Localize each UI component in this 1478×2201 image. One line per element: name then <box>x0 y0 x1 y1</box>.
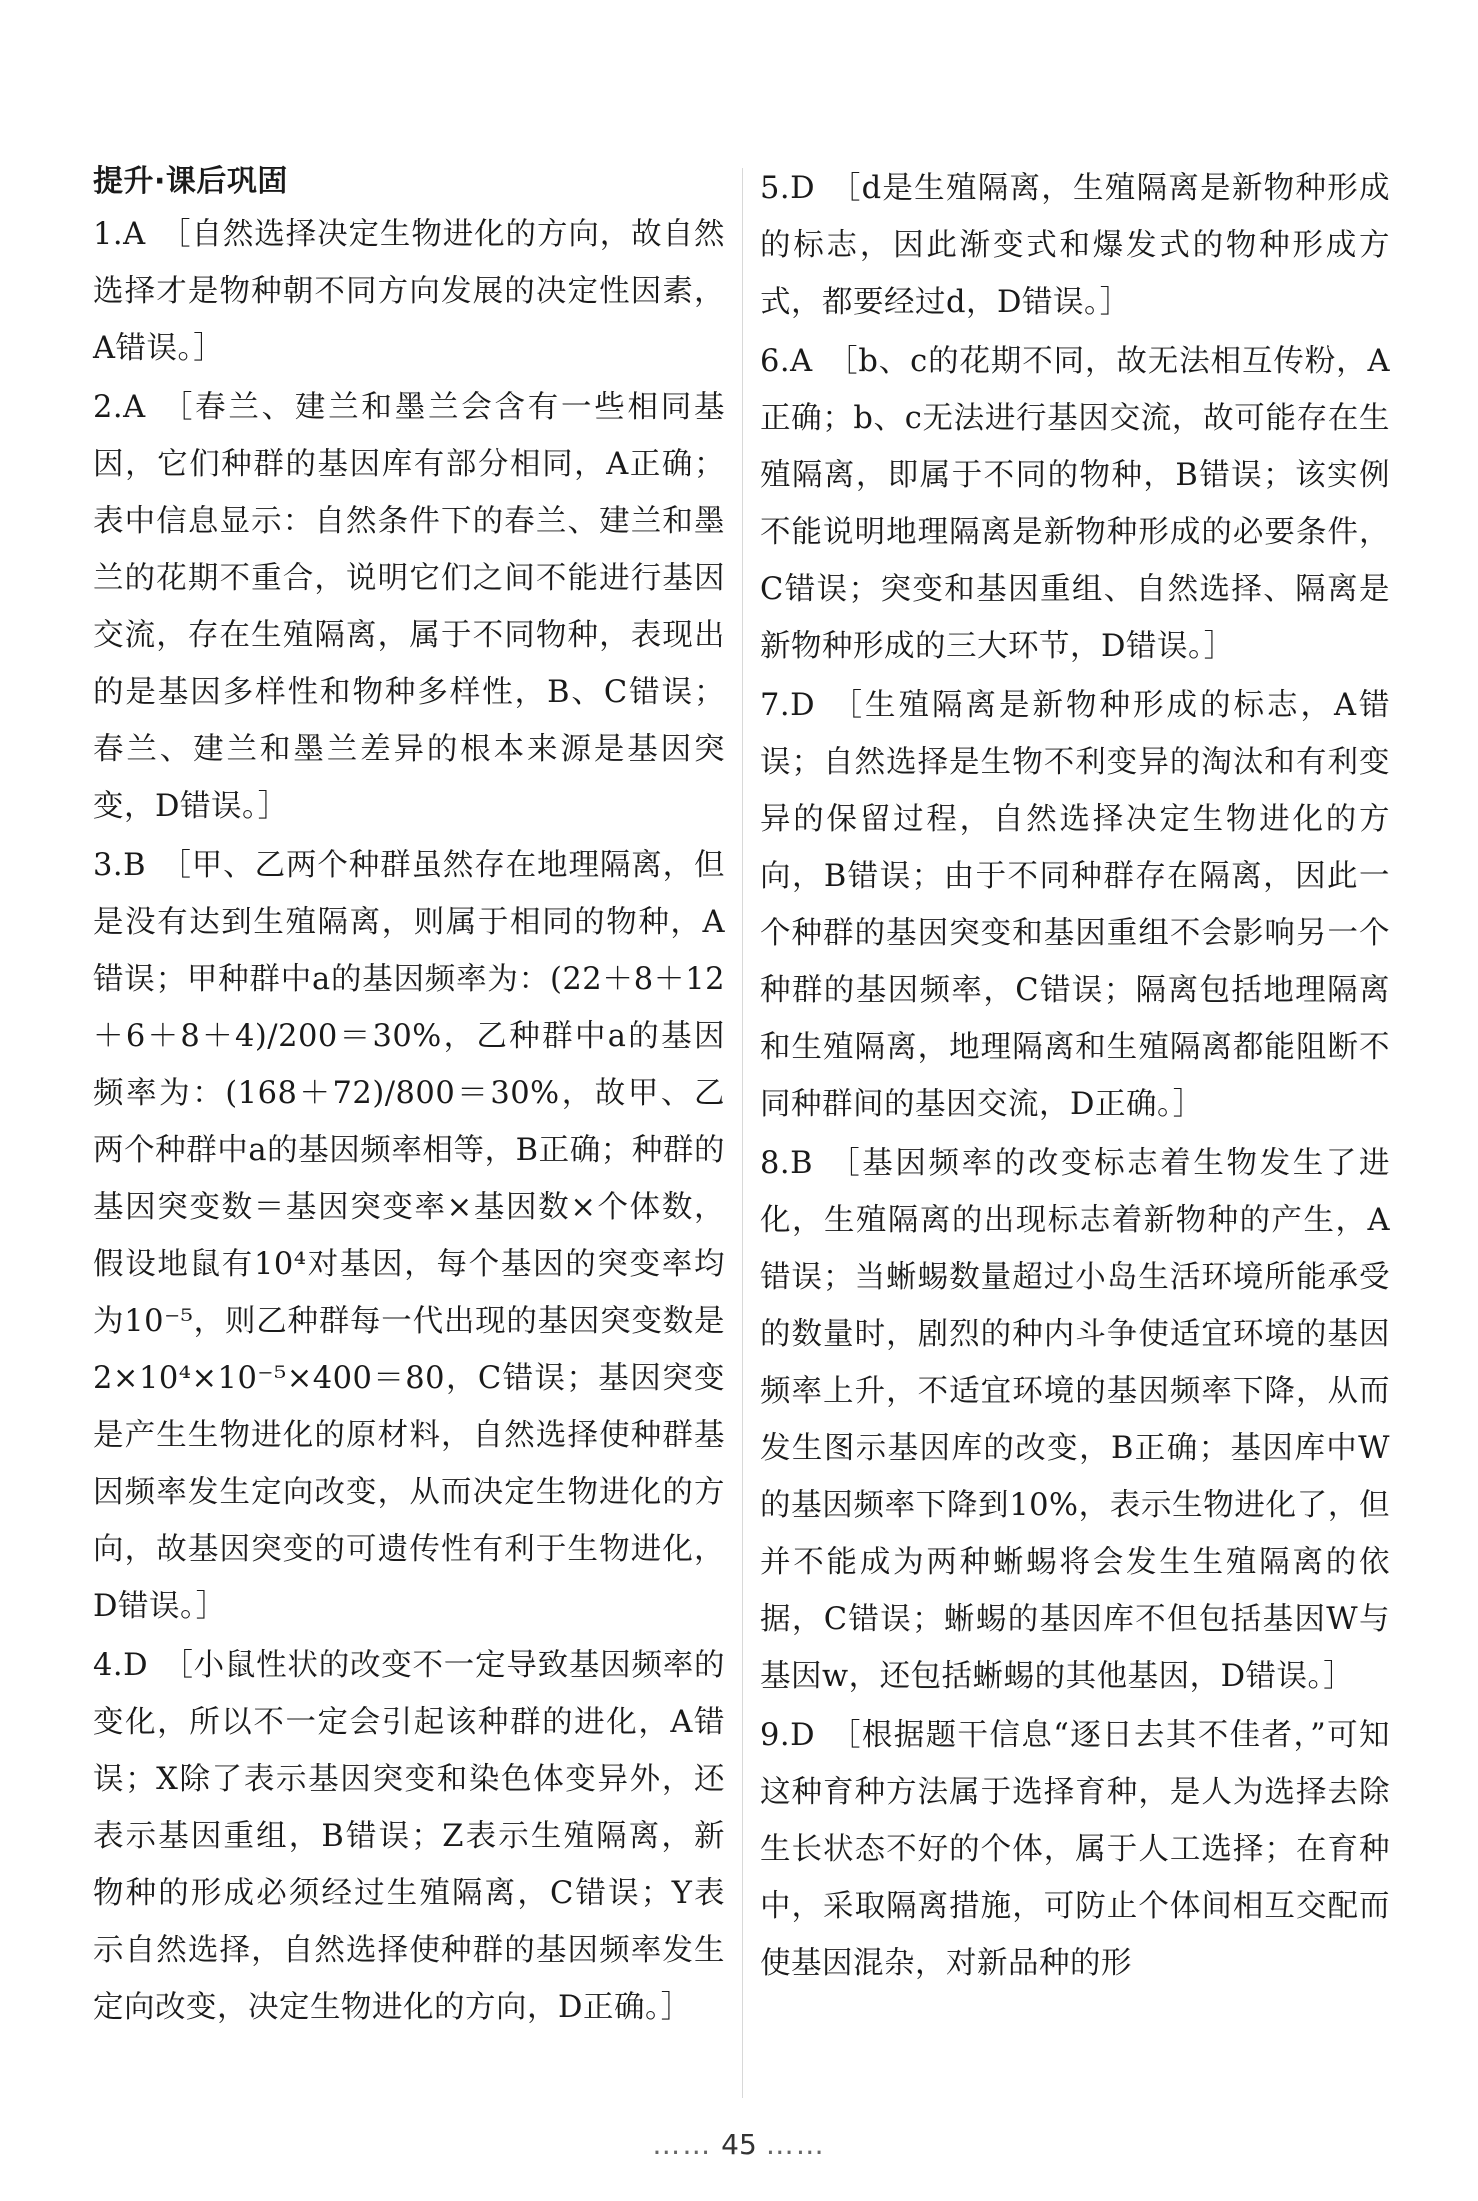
answer-text: ［基因频率的改变标志着生物发生了进化，生殖隔离的出现标志着新物种的产生，A错误；当蜥蜴数量超过小岛生活环境所能承受的数量时，剧烈的种内斗争使适宜环境的基因频率上升，不适宜环境的基因频率下降，从而发生图示基因库的改变，B正确；基因库中W的基因频率下降到10%，表示生物进化了，但并不能成为两种蜥蜴将会发生生殖隔离的依据，C错误；蜥蜴的基因库不但包括基因W与基因w，还包括蜥蜴的其他基因，D错误。］ <box>760 1146 1390 1694</box>
left-answer-list <box>93 206 725 2036</box>
answer-number: 1.A <box>93 217 146 252</box>
footer-dots-right: …… <box>765 2128 826 2161</box>
right-column <box>760 160 1390 1994</box>
footer-dots-left: …… <box>652 2128 713 2161</box>
left-column <box>93 160 725 2038</box>
answer-number: 8.B <box>760 1146 814 1181</box>
answer-item <box>93 379 725 835</box>
answer-number: 2.A <box>93 390 146 425</box>
answer-text: ［自然选择决定生物进化的方向，故自然选择才是物种朝不同方向发展的决定性因素，A错误。］ <box>93 217 725 366</box>
column-divider <box>742 168 743 2098</box>
answer-text: ［根据题干信息“逐日去其不佳者，”可知这种育种方法属于选择育种，是人为选择去除生长状态不好的个体，属于人工选择；在育种中，采取隔离措施，可防止个体间相互交配而使基因混杂，对新品种的形 <box>760 1718 1390 1981</box>
answer-number: 3.B <box>93 848 147 883</box>
answer-number: 6.A <box>760 344 813 379</box>
answer-item <box>93 837 725 1635</box>
answer-text: ［生殖隔离是新物种形成的标志，A错误；自然选择是生物不利变异的淘汰和有利变异的保留过程，自然选择决定生物进化的方向，B错误；由于不同种群存在隔离，因此一个种群的基因突变和基因重组不会影响另一个种群的基因频率，C错误；隔离包括地理隔离和生殖隔离，地理隔离和生殖隔离都能阻断不同种群间的基因交流，D正确。］ <box>760 688 1390 1122</box>
answer-number: 4.D <box>93 1648 149 1683</box>
answer-item <box>93 1637 725 2036</box>
answer-text: ［小鼠性状的改变不一定导致基因频率的变化，所以不一定会引起该种群的进化，A错误；X除了表示基因突变和染色体变异外，还表示基因重组，B错误；Z表示生殖隔离，新物种的形成必须经过生殖隔离，C错误；Y表示自然选择，自然选择使种群的基因频率发生定向改变，决定生物进化的方向，D正确。］ <box>93 1648 725 2025</box>
page-number: 45 <box>721 2128 757 2161</box>
answer-text: ［d是生殖隔离，生殖隔离是新物种形成的标志，因此渐变式和爆发式的物种形成方式，都要经过d，D错误。］ <box>760 171 1390 320</box>
answer-item <box>760 1135 1390 1705</box>
answer-item <box>760 677 1390 1133</box>
answer-number: 9.D <box>760 1718 816 1753</box>
answer-item <box>760 1707 1390 1992</box>
answer-text: ［甲、乙两个种群虽然存在地理隔离，但是没有达到生殖隔离，则属于相同的物种，A错误；甲种群中a的基因频率为：(22＋8＋12＋6＋8＋4)/200＝30%，乙种群中a的基因频率为：(168＋72)/800＝30%，故甲、乙两个种群中a的基因频率相等，B正确；种群的基因突变数＝基因突变率×基因数×个体数，假设地鼠有10⁴对基因，每个基因的突变率均为10⁻⁵，则乙种群每一代出现的基因突变数是2×10⁴×10⁻⁵×400＝80，C错误；基因突变是产生生物进化的原材料，自然选择使种群基因频率发生定向改变，从而决定生物进化的方向，故基因突变的可遗传性有利于生物进化，D错误。］ <box>93 848 725 1624</box>
answer-item <box>760 160 1390 331</box>
answer-text: ［春兰、建兰和墨兰会含有一些相同基因，它们种群的基因库有部分相同，A正确；表中信息显示：自然条件下的春兰、建兰和墨兰的花期不重合，说明它们之间不能进行基因交流，存在生殖隔离，属于不同物种，表现出的是基因多样性和物种多样性，B、C错误；春兰、建兰和墨兰差异的根本来源是基因突变，D错误。］ <box>93 390 725 824</box>
answer-text: ［b、c的花期不同，故无法相互传粉，A正确；b、c无法进行基因交流，故可能存在生殖隔离，即属于不同的物种，B错误；该实例不能说明地理隔离是新物种形成的必要条件，C错误；突变和基因重组、自然选择、隔离是新物种形成的三大环节，D错误。］ <box>760 344 1390 664</box>
answer-item <box>93 206 725 377</box>
page-footer <box>0 2128 1478 2161</box>
section-title: 提升·课后巩固 <box>93 164 288 199</box>
answer-item <box>760 333 1390 675</box>
answer-number: 5.D <box>760 171 816 206</box>
right-answer-list <box>760 160 1390 1992</box>
answer-number: 7.D <box>760 688 816 723</box>
